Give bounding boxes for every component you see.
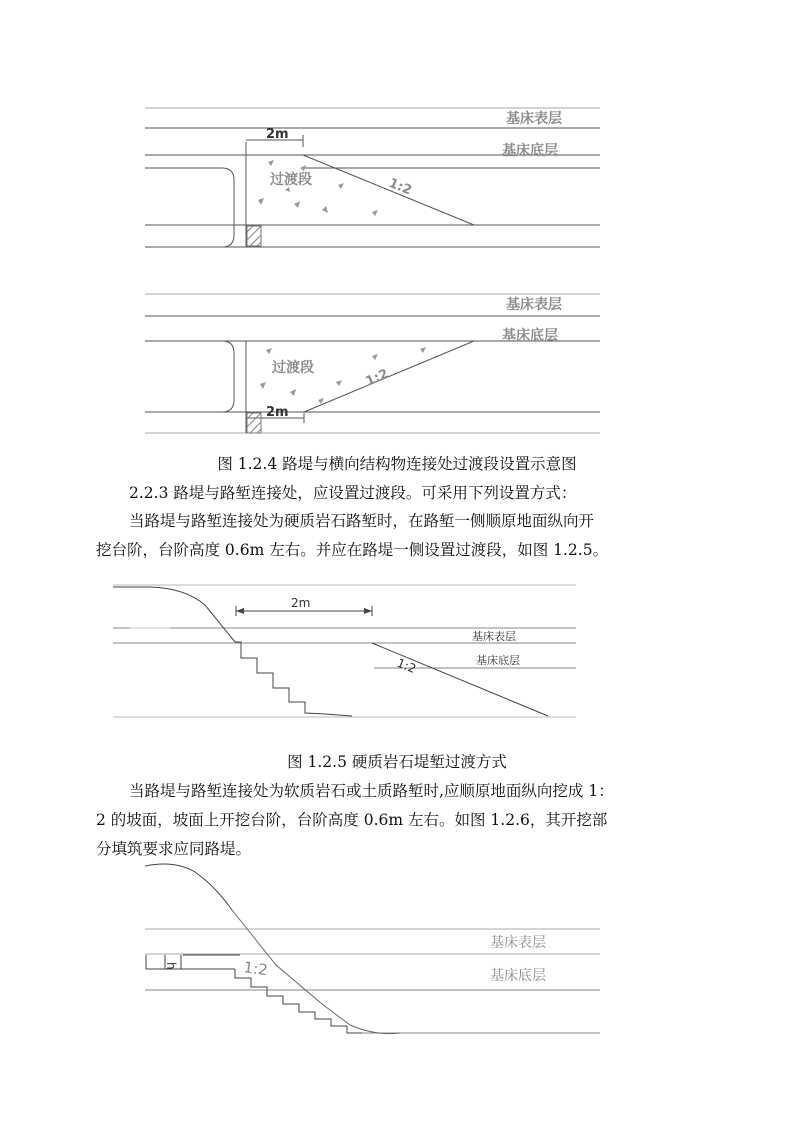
label-slope: 1:2 (394, 655, 419, 677)
label-base-layer: 基床底层 (476, 654, 520, 667)
label-slope: 1:2 (363, 366, 391, 390)
label-slope: 1:2 (242, 958, 269, 980)
label-surface-layer: 基床表层 (506, 111, 562, 127)
label-transition-zone: 过渡段 (270, 172, 312, 188)
paragraph-hard-rock-line1: 当路堤与路堑连接处为硬质岩石路堑时，在路堑一侧顺原地面纵向开 (129, 512, 595, 530)
label-transition-zone: 过渡段 (272, 360, 314, 376)
label-base-layer: 基床底层 (502, 143, 558, 159)
section-2-2-3-heading: 2.2.3 路堤与路堑连接处，应设置过渡段。可采用下列设置方式： (129, 484, 577, 502)
paragraph-soft-rock-line3: 分填筑要求应同路堤。 (96, 840, 252, 858)
label-width: 2m (266, 405, 289, 420)
label-surface-layer: 基床表层 (490, 935, 546, 951)
label-width: 2m (266, 127, 289, 142)
label-slope: 1:2 (386, 175, 414, 199)
label-surface-layer: 基床表层 (472, 630, 516, 643)
figure-1-2-5-caption: 图 1.2.5 硬质岩石堤堑过渡方式 (287, 753, 507, 771)
label-step-height: h (164, 962, 178, 970)
label-width: 2m (291, 596, 311, 610)
figure-1-2-4-caption: 图 1.2.4 路堤与横向结构物连接处过渡段设置示意图 (217, 455, 577, 473)
paragraph-soft-rock-line2: 2 的坡面，坡面上开挖台阶，台阶高度 0.6m 左右。如图 1.2.6，其开挖部 (96, 811, 608, 829)
paragraph-hard-rock-line2: 挖台阶，台阶高度 0.6m 左右。并应在路堤一侧设置过渡段，如图 1.2.5。 (96, 541, 609, 559)
label-base-layer: 基床底层 (502, 328, 558, 344)
paragraph-soft-rock-line1: 当路堤与路堑连接处为软质岩石或土质路堑时,应顺原地面纵向挖成 1： (129, 782, 614, 800)
label-surface-layer: 基床表层 (506, 297, 562, 313)
label-base-layer: 基床底层 (490, 968, 546, 984)
